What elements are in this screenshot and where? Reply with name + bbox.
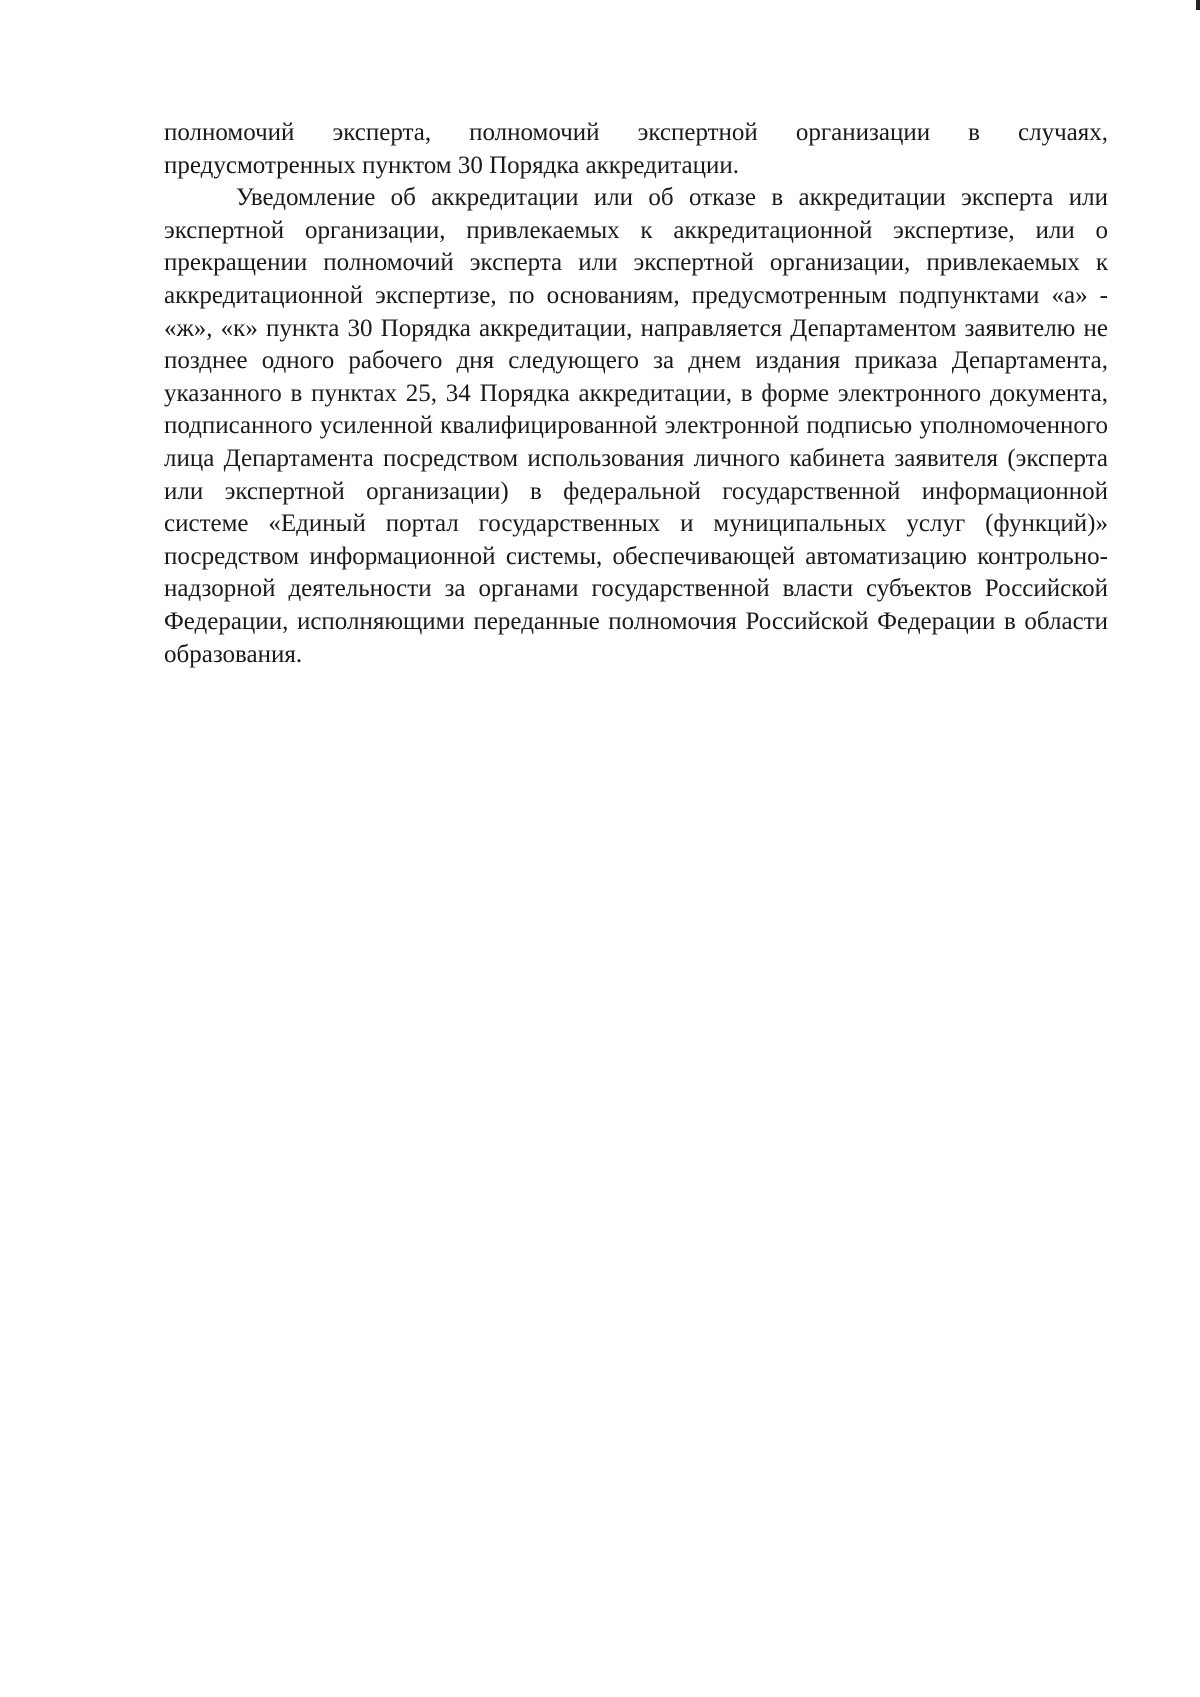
paragraph-continuation: полномочий эксперта, полномочий экспертной организации в случаях, предусмотренных пунктом 30 Порядка аккредитации. bbox=[164, 119, 1108, 179]
document-body bbox=[164, 117, 1108, 671]
scan-edge-mark bbox=[1196, 0, 1200, 10]
paragraph-notification: Уведомление об аккредитации или об отказе в аккредитации эксперта или экспертной организации, привлекаемых к аккредитационной экспертизе, или о прекращении полномочий эксперта или экспертной организации, привлекаемых к аккредитационной экспертизе, по основаниям, предусмотренным подпунктами «а» - «ж», «к» пункта 30 Порядка аккредитации, направляется Департаментом заявителю не позднее одного рабочего дня следующего за днем издания приказа Департамента, указанного в пунктах 25, 34 Порядка аккредитации, в форме электронного документа, подписанного усиленной квалифицированной электронной подписью уполномоченного лица Департамента посредством использования личного кабинета заявителя (эксперта или экспертной организации) в федеральной государственной информационной системе «Единый портал государственных и муниципальных услуг (функций)» посредством информационной системы, обеспечивающей автоматизацию контрольно-надзорной деятельности за органами государственной власти субъектов Российской Федерации, исполняющими переданные полномочия Российской Федерации в области образования. bbox=[164, 184, 1108, 668]
